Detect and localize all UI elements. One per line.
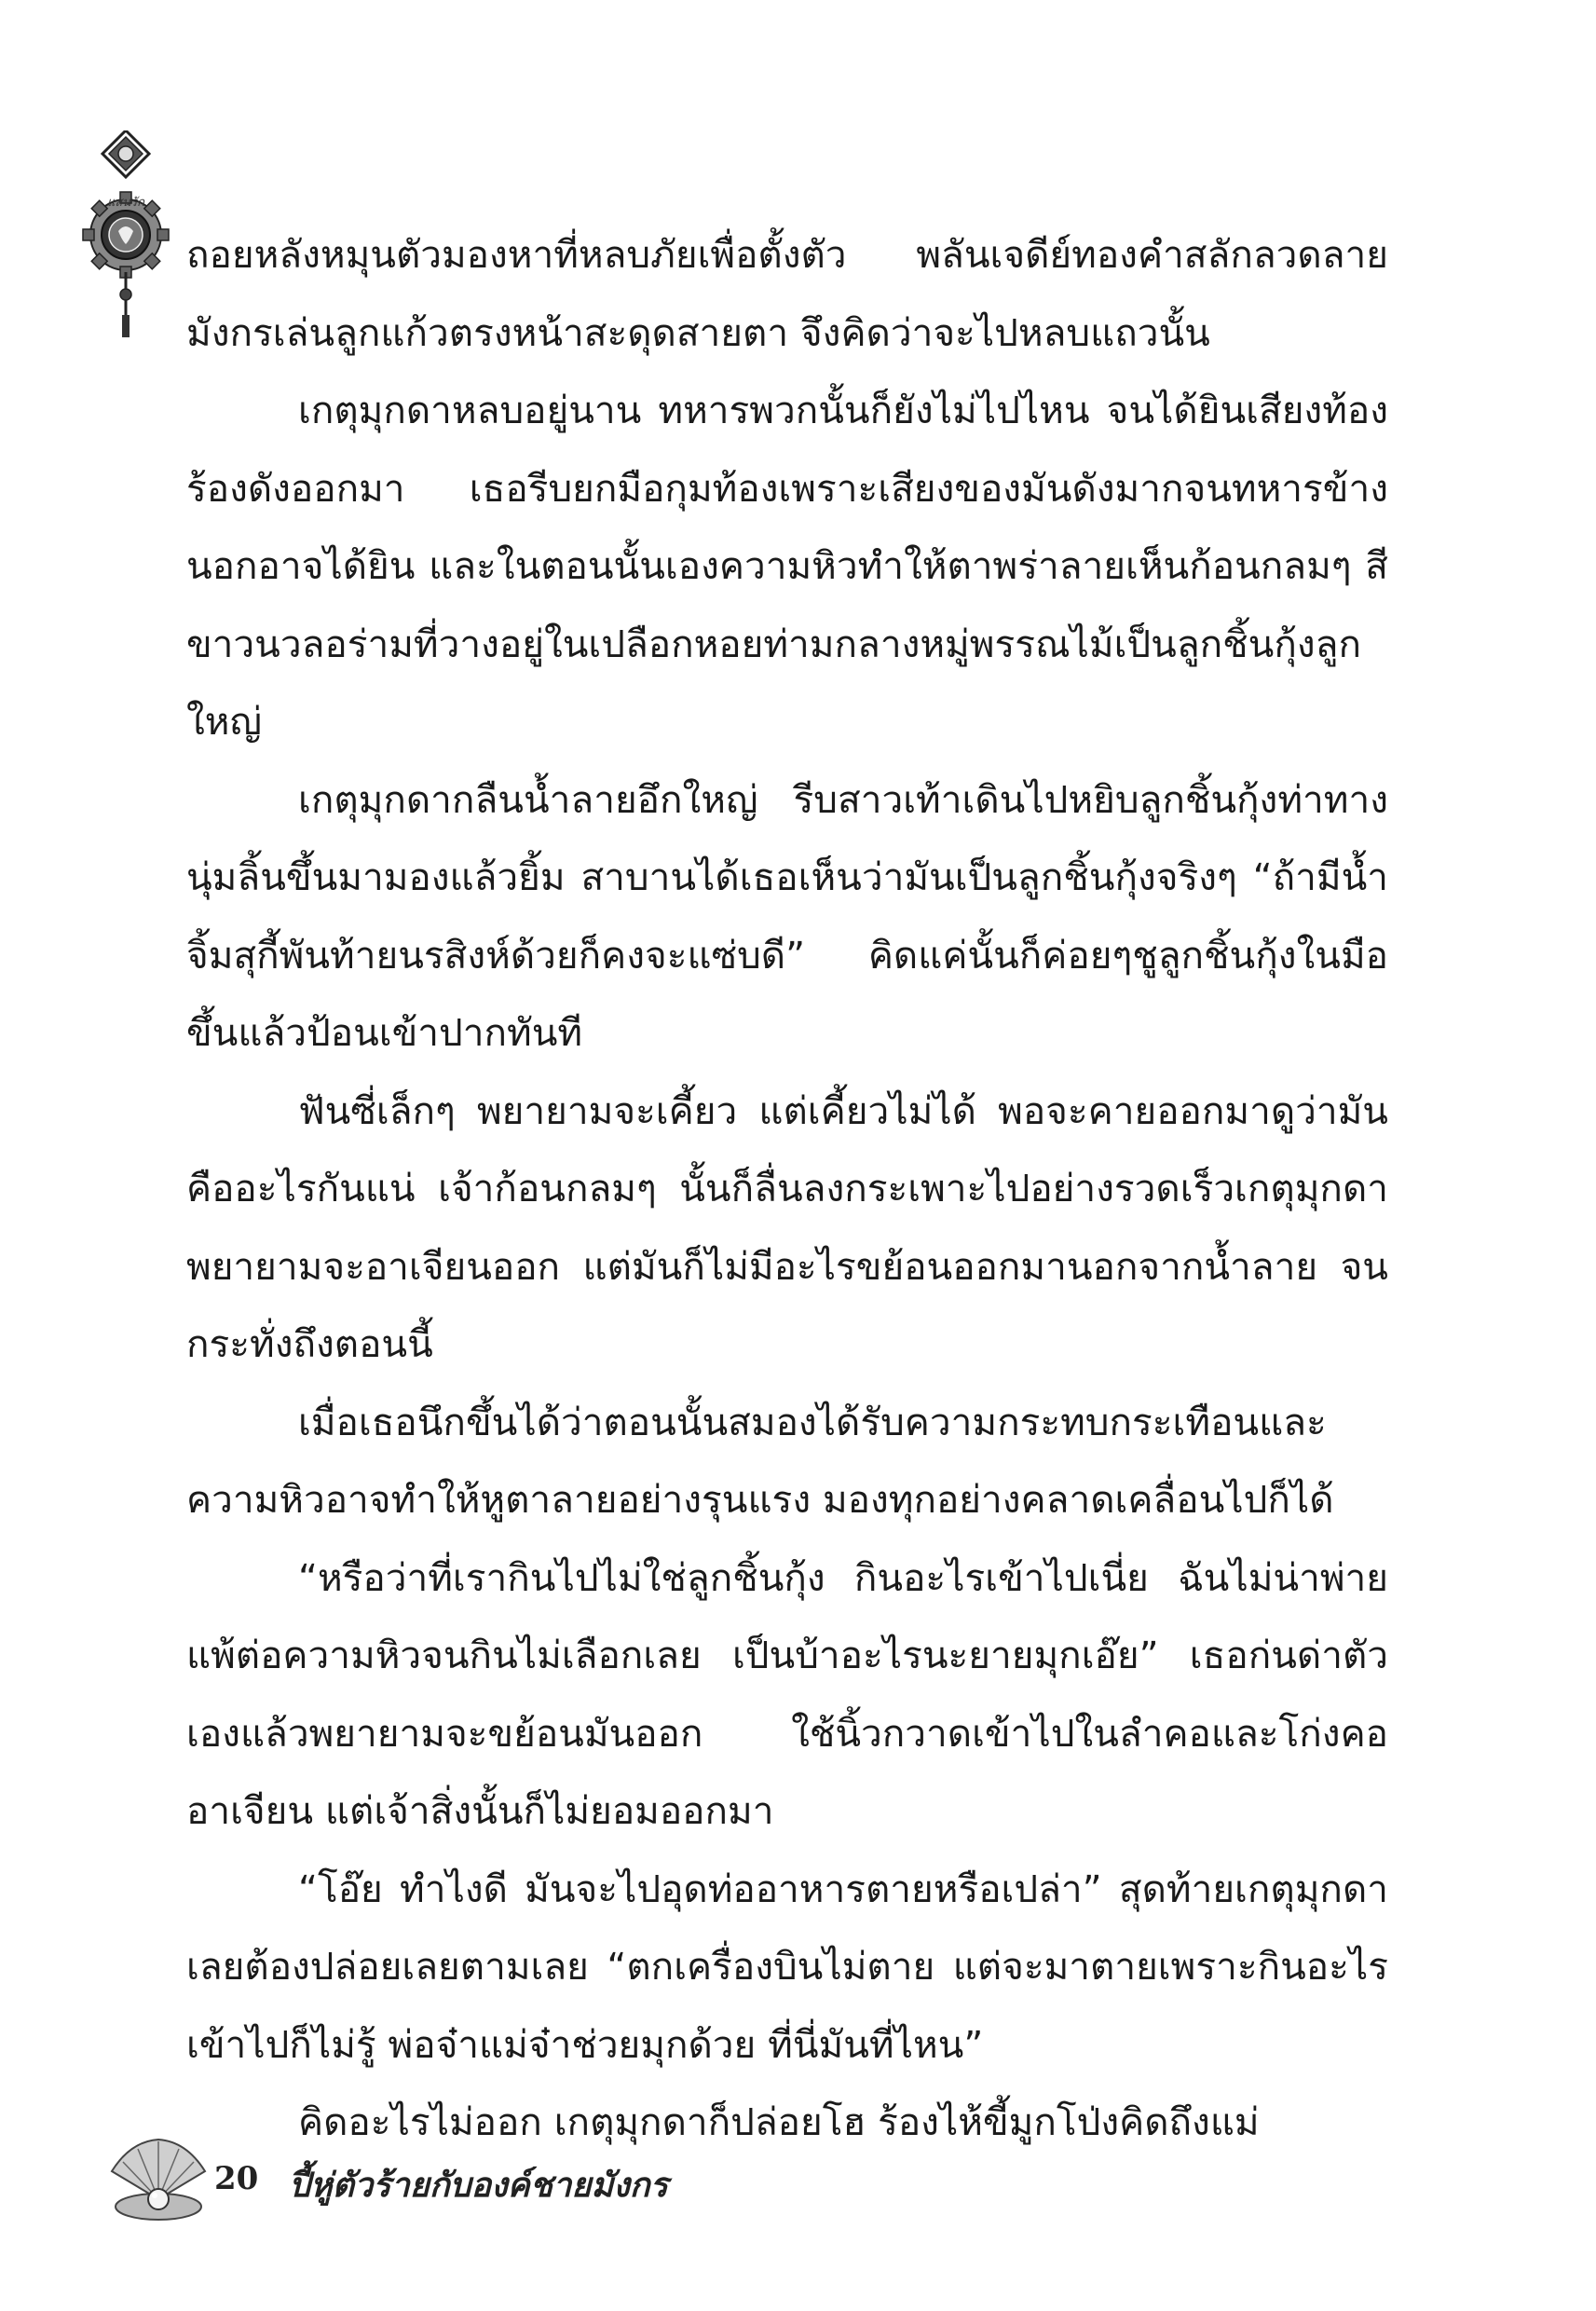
diamond-gear-medallion-icon	[56, 130, 196, 354]
paragraph: เกตุมุกดาหลบอยู่นาน ทหารพวกนั้นก็ยังไม่ไปไหน จนได้ยินเสียงท้องร้องดังออกมา เธอรีบยกมือกุมท้องเพราะเสียงของมันดังมากจนทหารข้างนอกอาจได้ยิน และในตอนนั้นเองความหิวทำให้ตาพร่าลายเห็นก้อนกลมๆ สีขาวนวลอร่ามที่วางอยู่ในเปลือกหอยท่ามกลางหมู่พรรณไม้เป็นลูกชิ้นกุ้งลูกใหญ่	[186, 388, 1388, 744]
paragraph: ฟันซี่เล็กๆ พยายามจะเคี้ยว แต่เคี้ยวไม่ได้ พอจะคายออกมาดูว่ามันคืออะไรกันแน่ เจ้าก้อนกลมๆ นั้นก็ลื่นลงกระเพาะไปอย่างรวดเร็วเกตุมุกดาพยายามจะอาเจียนออก แต่มันก็ไม่มีอะไรขย้อนออกมานอกจากน้ำลาย จนกระทั่งถึงตอนนี้	[186, 1087, 1388, 1366]
chapter-ornament	[56, 130, 196, 354]
paragraph: “หรือว่าที่เรากินไปไม่ใช่ลูกชิ้นกุ้ง กินอะไรเข้าไปเนี่ย ฉันไม่น่าพ่ายแพ้ต่อความหิวจนกินไม่เลือกเลย เป็นบ้าอะไรนะยายมุกเอ๊ย” เธอก่นด่าตัวเองแล้วพยายามจะขย้อนมันออก ใช้นิ้วกวาดเข้าไปในลำคอและโก่งคออาเจียน แต่เจ้าสิ่งนั้นก็ไม่ยอมออกมา	[186, 1554, 1388, 1833]
page-number: 20	[214, 2160, 259, 2197]
pearl-shell-icon	[102, 2134, 214, 2227]
paragraph: คิดอะไรไม่ออก เกตุมุกดาก็ปล่อยโฮ ร้องไห้ขี้มูกโป่งคิดถึงแม่	[298, 2099, 1260, 2144]
paragraph: เกตุมุกดากลืนน้ำลายอึกใหญ่ รีบสาวเท้าเดินไปหยิบลูกชิ้นกุ้งท่าทางนุ่มลิ้นขึ้นมามองแล้วยิ้ม สาบานได้เธอเห็นว่ามันเป็นลูกชิ้นกุ้งจริงๆ “ถ้ามีน้ำจิ้มสุกี้พันท้ายนรสิงห์ด้วยก็คงจะแซ่บดี” คิดแค่นั้นก็ค่อยๆชูลูกชิ้นกุ้งในมือขึ้นแล้วป้อนเข้าปากทันที	[186, 776, 1388, 1055]
paragraph: ถอยหลังหมุนตัวมองหาที่หลบภัยเพื่อตั้งตัว พลันเจดีย์ทองคำสลักลวดลายมังกรเล่นลูกแก้วตรงหน้าสะดุดสายตา จึงคิดว่าจะไปหลบแถวนั้น	[186, 232, 1388, 355]
book-title: ปี้หู่ตัวร้ายกับองค์ชายมังกร	[289, 2166, 668, 2205]
paragraph: “โอ๊ย ทำไงดี มันจะไปอุดท่ออาหารตายหรือเปล่า” สุดท้ายเกตุมุกดาเลยต้องปล่อยเลยตามเลย “ตกเครื่องบินไม่ตาย แต่จะมาตายเพราะกินอะไรเข้าไปก็ไม่รู้ พ่อจ๋าแม่จ๋าช่วยมุกด้วย ที่นี่มันที่ไหน”	[186, 1866, 1388, 2067]
paragraph: เมื่อเธอนึกขึ้นได้ว่าตอนนั้นสมองได้รับความกระทบกระเทือนและความหิวอาจทำให้หูตาลายอย่างรุนแรง มองทุกอย่างคลาดเคลื่อนไปก็ได้	[186, 1399, 1334, 1522]
page-footer	[102, 2134, 755, 2236]
body-text	[186, 216, 1388, 2162]
ornament-label: แสนรัก	[106, 196, 145, 210]
